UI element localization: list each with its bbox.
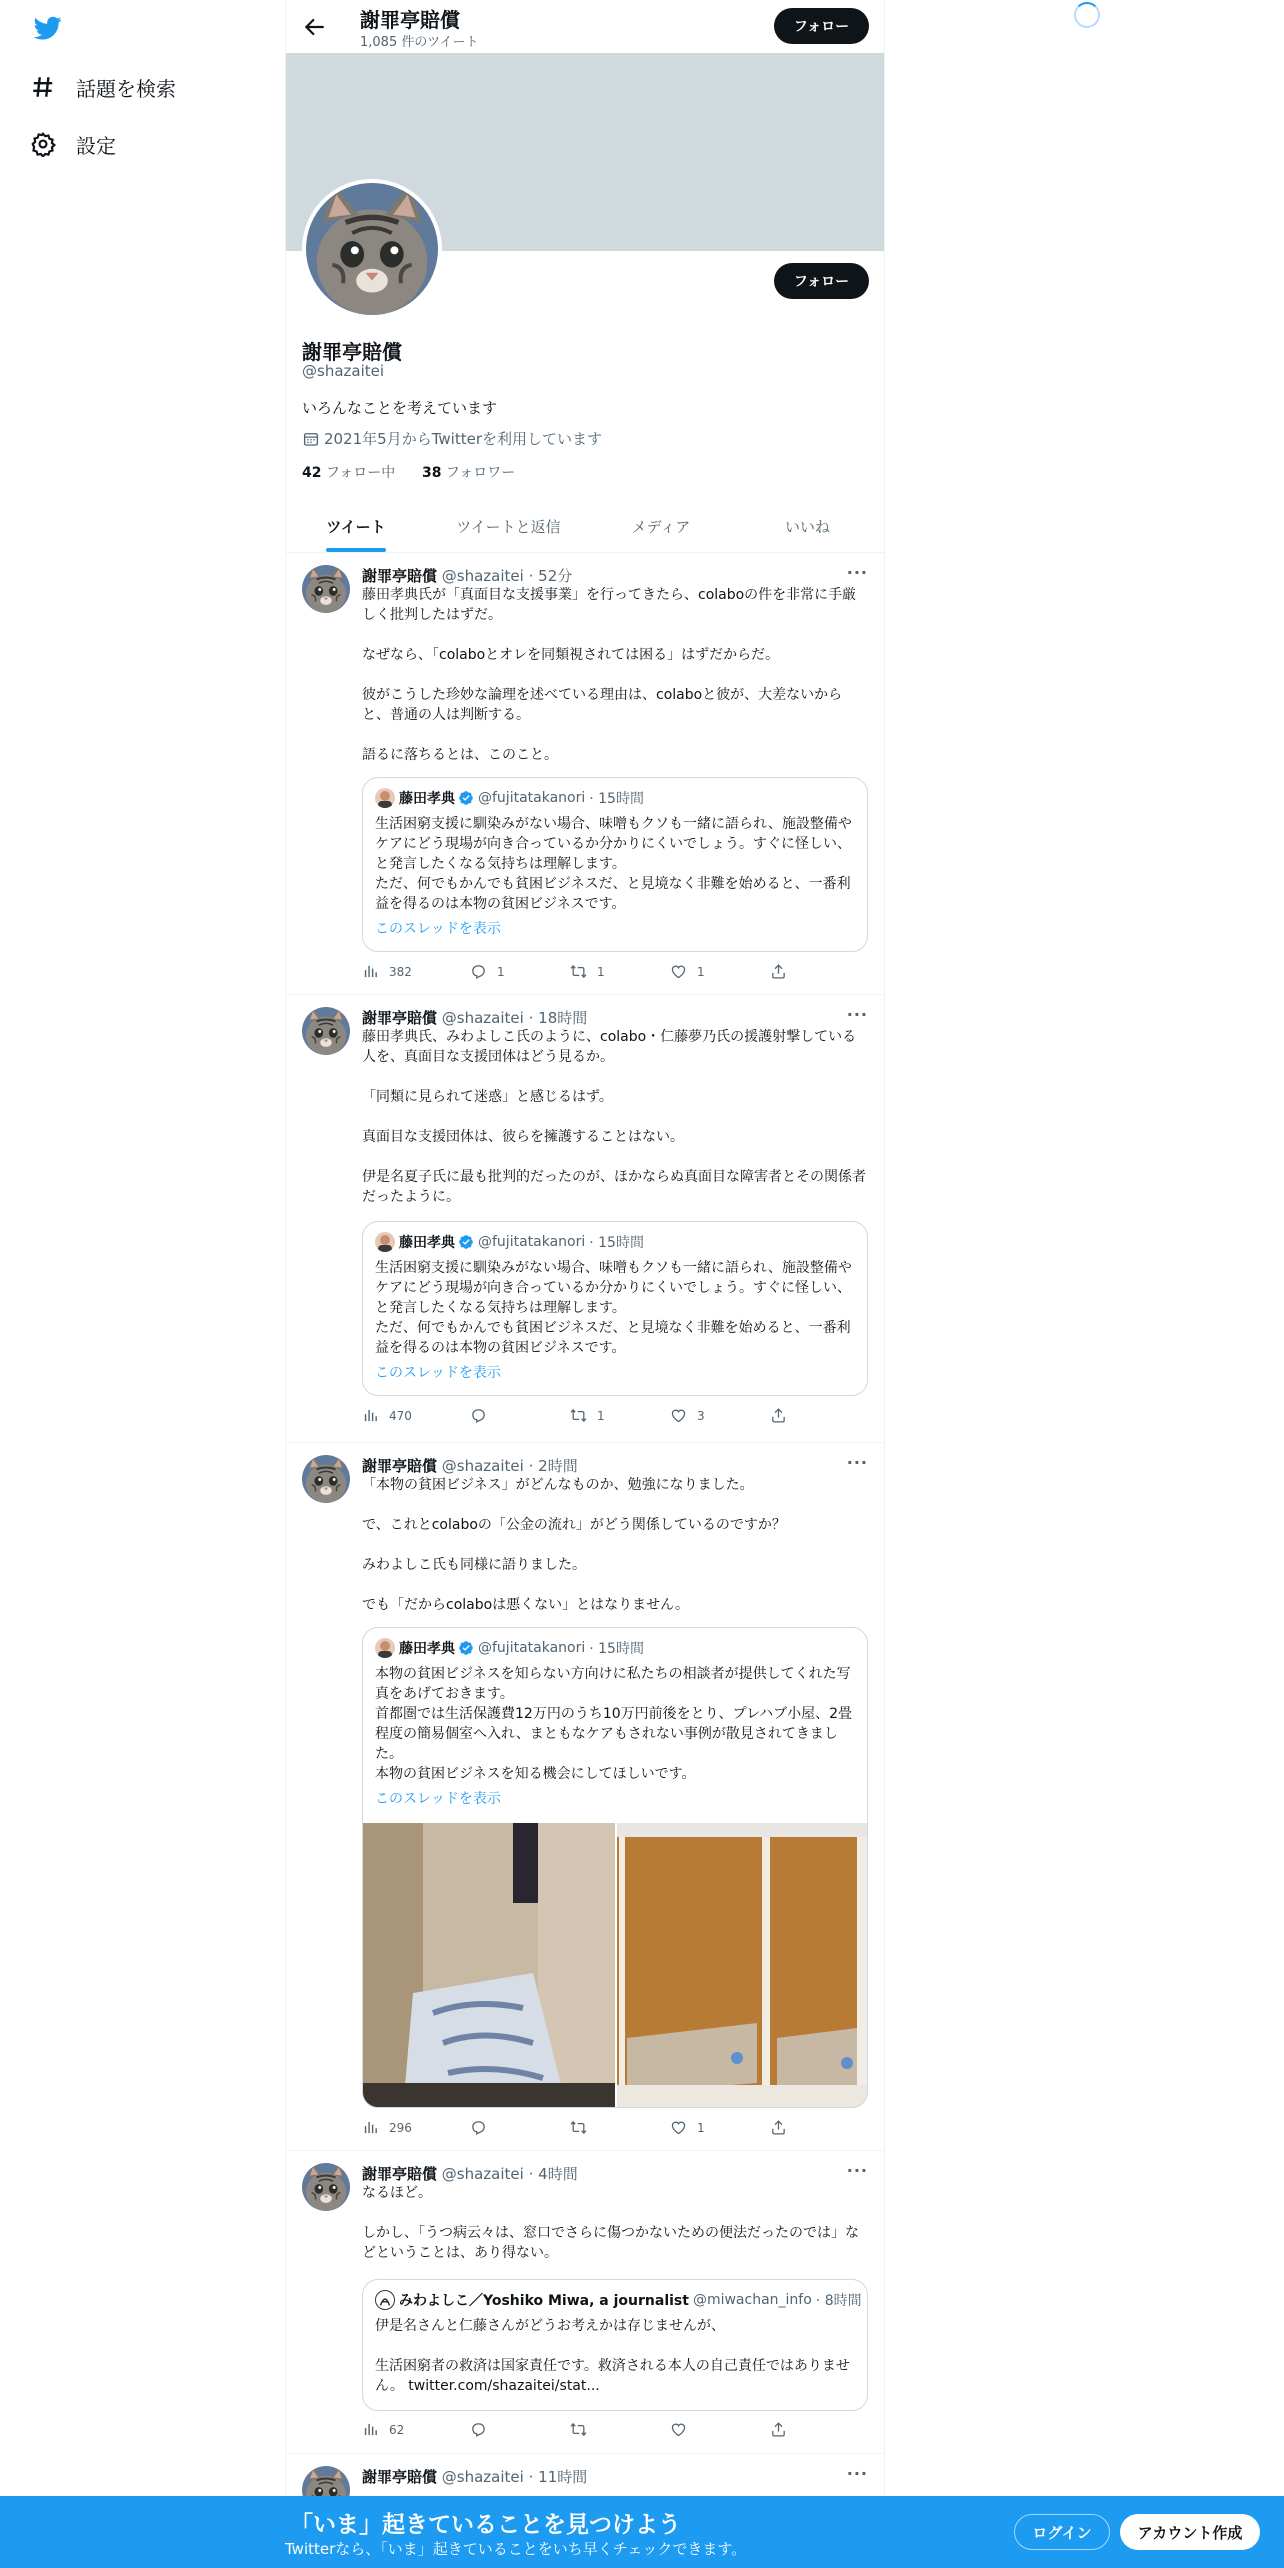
views-icon — [362, 963, 379, 980]
quote-avatar — [375, 788, 395, 808]
followers-link[interactable]: 38 フォロワー — [421, 465, 516, 481]
twitter-logo-icon[interactable] — [32, 14, 64, 42]
retweet-icon — [570, 963, 587, 980]
like-icon — [670, 963, 687, 980]
tweet[interactable] — [286, 553, 884, 995]
tweet-actions — [362, 1407, 792, 1427]
show-thread-link[interactable]: このスレッドを表示 — [375, 1365, 501, 1381]
tweet-header: 謝罪亭賠償 @shazaitei · 2時間 — [362, 1457, 578, 1475]
quoted-tweet[interactable] — [362, 1221, 868, 1396]
tweet-actions — [362, 963, 792, 983]
views-icon — [362, 2421, 379, 2438]
header-name: 謝罪亭賠償 — [360, 8, 460, 32]
more-icon[interactable]: ··· — [846, 1005, 868, 1024]
share-icon — [770, 2421, 787, 2438]
tweet-text: なるほど。 しかし、「うつ病云々は、窓口でさらに傷つかないための便法だったのでは」などということは、あり得ない。 — [362, 2185, 859, 2261]
left-nav — [0, 0, 285, 2568]
tweet-header: 謝罪亭賠償 @shazaitei · 11時間 — [362, 2468, 588, 2486]
more-icon[interactable]: ··· — [846, 2161, 868, 2180]
share-button[interactable] — [770, 2421, 797, 2438]
retweet-icon — [570, 1407, 587, 1424]
share-button[interactable] — [770, 963, 797, 980]
tweet-header: 謝罪亭賠償 @shazaitei · 18時間 — [362, 1009, 588, 1027]
quote-header: 藤田孝典 @fujitatakanori · 15時間 — [375, 1232, 644, 1252]
tweet[interactable] — [286, 1443, 884, 2151]
more-icon[interactable]: ··· — [846, 1453, 868, 1472]
verified-badge-icon — [458, 1640, 474, 1656]
tab-media[interactable]: メディア — [631, 518, 691, 536]
profile-joined-text: 2021年5月からTwitterを利用しています — [324, 430, 602, 448]
profile-follow-stats — [302, 462, 515, 482]
tweet[interactable] — [286, 995, 884, 1443]
main-column — [285, 0, 885, 2568]
calendar-icon — [302, 430, 320, 448]
like-button[interactable] — [670, 2421, 697, 2438]
signup-button[interactable]: アカウント作成 — [1120, 2514, 1260, 2550]
nav-settings-label: 設定 — [76, 133, 116, 158]
tweet-avatar[interactable] — [302, 1007, 350, 1055]
quote-header: みわよしこ／Yoshiko Miwa, a journalist @miwachan_info · 8時間 — [375, 2290, 862, 2310]
like-icon — [670, 2421, 687, 2438]
back-arrow-icon[interactable] — [302, 14, 328, 40]
like-icon — [670, 2119, 687, 2136]
header-tweet-count: 1,085 件のツイート — [360, 35, 479, 50]
verified-badge-icon — [458, 790, 474, 806]
gear-icon — [30, 131, 56, 157]
show-thread-link[interactable]: このスレッドを表示 — [375, 921, 501, 937]
retweet-icon — [570, 2421, 587, 2438]
like-button[interactable]: 1 — [670, 2119, 705, 2136]
verified-badge-icon — [458, 1234, 474, 1250]
quote-text: 本物の貧困ビジネスを知らない方向けに私たちの相談者が提供してくれた写真をあげておきます。 首都圏では生活保護費12万円のうち10万円前後をとり、プレハブ小屋、2畳程度の簡易個室へ入れ、まともなケアもされない事例が散見されてきました。 本物の貧困ビジネスを知る機会にしてほしいです。 — [375, 1666, 852, 1782]
quoted-tweet[interactable] — [362, 1627, 868, 2108]
quote-avatar — [375, 2290, 395, 2310]
quote-avatar — [375, 1638, 395, 1658]
quote-photo-room[interactable] — [363, 1823, 615, 2108]
active-tab-indicator — [326, 548, 386, 552]
profile-avatar[interactable] — [302, 179, 442, 319]
views-icon — [362, 2119, 379, 2136]
reply-button[interactable] — [470, 2421, 497, 2438]
views-icon — [362, 1407, 379, 1424]
more-icon[interactable]: ··· — [846, 563, 868, 582]
share-icon — [770, 2119, 787, 2136]
header-follow-button[interactable]: フォロー — [774, 8, 869, 44]
like-button[interactable]: 3 — [670, 1407, 705, 1424]
quote-avatar — [375, 1232, 395, 1252]
reply-icon — [470, 2119, 487, 2136]
reply-button[interactable] — [470, 2119, 497, 2136]
tweet-text: 藤田孝典氏が「真面目な支援事業」を行ってきたら、colaboの件を非常に手厳しく批判したはずだ。 なぜなら、「colaboとオレを同類視されては困る」はずだからだ。 彼がこうした珍妙な論理を述べている理由は、colaboと彼が、大差ないからと、普通の人は判断する。 語るに落ちるとは、このこと。 — [362, 587, 857, 763]
tweet-avatar[interactable] — [302, 1455, 350, 1503]
tweet-avatar[interactable] — [302, 2163, 350, 2211]
loading-spinner-icon — [1074, 2, 1100, 28]
profile-follow-button[interactable]: フォロー — [774, 263, 869, 299]
tab-tweets[interactable]: ツイート — [326, 518, 386, 536]
share-icon — [770, 963, 787, 980]
following-link[interactable]: 42 フォロー中 — [302, 465, 396, 481]
reply-button[interactable] — [470, 1407, 497, 1424]
quoted-tweet[interactable] — [362, 777, 868, 952]
tweet-avatar[interactable] — [302, 565, 350, 613]
share-icon — [770, 1407, 787, 1424]
quote-header: 藤田孝典 @fujitatakanori · 15時間 — [375, 1638, 644, 1658]
reply-icon — [470, 1407, 487, 1424]
views-button[interactable]: 470 — [362, 1407, 412, 1424]
bottom-bar-subtitle: Twitterなら、「いま」起きていることをいち早くチェックできます。 — [285, 2540, 747, 2558]
like-button[interactable]: 1 — [670, 963, 705, 980]
reply-icon — [470, 963, 487, 980]
quote-text: 伊是名さんと仁藤さんがどうお考えかは存じませんが、 生活困窮者の救済は国家責任です。救済される本人の自己責任ではありません。 twitter.com/shazaitei/stat... — [375, 2318, 850, 2394]
quote-photo-rooms[interactable] — [617, 1823, 868, 2108]
quoted-tweet[interactable] — [362, 2279, 868, 2411]
views-button[interactable]: 62 — [362, 2421, 404, 2438]
tab-likes[interactable]: いいね — [784, 518, 830, 536]
tweet-text: 「本物の貧困ビジネス」がどんなものか、勉強になりました。 で、これとcolaboの「公金の流れ」がどう関係しているのですか？ みわよしこ氏も同様に語りました。 でも「だからcolaboは悪くない」とはなりません。 — [362, 1477, 786, 1613]
share-button[interactable] — [770, 1407, 797, 1424]
tweet-actions — [362, 2119, 792, 2139]
signup-bottom-bar — [0, 2496, 1284, 2568]
quote-header: 藤田孝典 @fujitatakanori · 15時間 — [375, 788, 644, 808]
reply-button[interactable]: 1 — [470, 963, 505, 980]
profile-bio: いろんなことを考えています — [302, 399, 498, 417]
hashtag-icon — [30, 74, 56, 100]
nav-settings[interactable] — [30, 120, 116, 168]
profile-joined — [302, 428, 602, 449]
tweet-header: 謝罪亭賠償 @shazaitei · 4時間 — [362, 2165, 578, 2183]
like-icon — [670, 1407, 687, 1424]
tweet[interactable] — [286, 2151, 884, 2454]
bottom-bar-title: 「いま」起きていることを見つけよう — [290, 2512, 681, 2538]
reply-icon — [470, 2421, 487, 2438]
tweet-header: 謝罪亭賠償 @shazaitei · 52分 — [362, 567, 573, 585]
retweet-button[interactable]: 1 — [570, 963, 605, 980]
tweet-text: 藤田孝典氏、みわよしこ氏のように、colabo・仁藤夢乃氏の援護射撃している人を、真面目な支援団体はどう見るか。 「同類に見られて迷惑」と感じるはず。 真面目な支援団体は、彼らを擁護することはない。 伊是名夏子氏に最も批判的だったのが、ほかならぬ真面目な障害者とその関係者だったように。 — [362, 1029, 866, 1205]
nav-explore[interactable] — [30, 63, 176, 111]
show-thread-link[interactable]: このスレッドを表示 — [375, 1791, 501, 1807]
tweet-actions — [362, 2421, 792, 2441]
retweet-button[interactable] — [570, 2421, 597, 2438]
retweet-button[interactable]: 1 — [570, 1407, 605, 1424]
views-button[interactable]: 296 — [362, 2119, 412, 2136]
profile-tabs — [286, 500, 884, 553]
retweet-button[interactable] — [570, 2119, 597, 2136]
profile-header — [286, 0, 884, 53]
login-button[interactable]: ログイン — [1014, 2514, 1110, 2550]
share-button[interactable] — [770, 2119, 797, 2136]
tab-tweets-and-replies[interactable]: ツイートと返信 — [456, 518, 561, 536]
profile-handle: @shazaitei — [302, 362, 385, 380]
views-button[interactable]: 382 — [362, 963, 412, 980]
nav-explore-label: 話題を検索 — [76, 76, 176, 101]
more-icon[interactable]: ··· — [846, 2464, 868, 2483]
quote-text: 生活困窮支援に馴染みがない場合、味噌もクソも一緒に語られ、施設整備やケアにどう現場が向き合っているか分かりにくいでしょう。すぐに怪しい、と発言したくなる気持ちは理解します。 ただ、何でもかんでも貧困ビジネスだ、と見境なく非難を始めると、一番利益を得るのは本物の貧困ビジネスです。 — [375, 816, 852, 912]
quote-text: 生活困窮支援に馴染みがない場合、味噌もクソも一緒に語られ、施設整備やケアにどう現場が向き合っているか分かりにくいでしょう。すぐに怪しい、と発言したくなる気持ちは理解します。 ただ、何でもかんでも貧困ビジネスだ、と見境なく非難を始めると、一番利益を得るのは本物の貧困ビジネスです。 — [375, 1260, 852, 1356]
profile-name: 謝罪亭賠償 — [302, 340, 402, 364]
retweet-icon — [570, 2119, 587, 2136]
